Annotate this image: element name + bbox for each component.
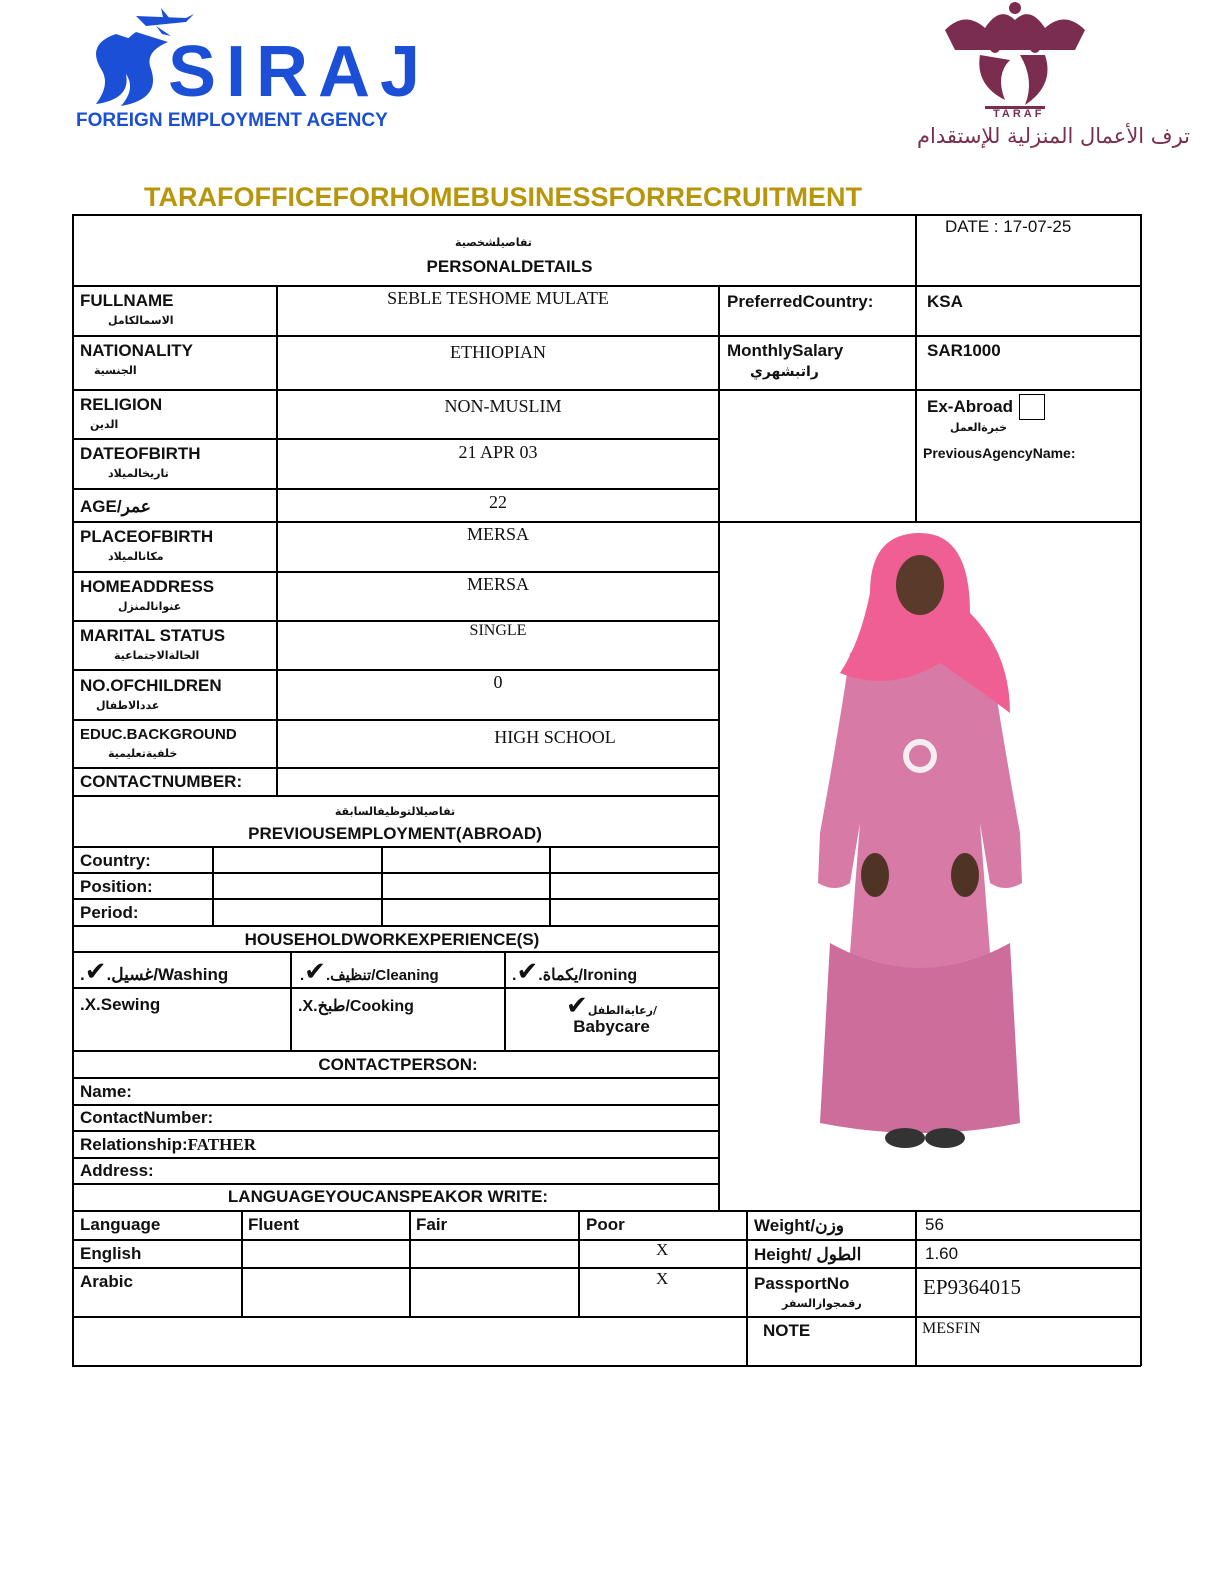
page-title: TARAFOFFICEFORHOMEBUSINESSFORRECRUITMENT xyxy=(144,182,862,212)
employment-period-label: Period: xyxy=(80,903,139,922)
ex-abroad-label: Ex-Abroad xyxy=(927,397,1013,416)
siraj-name: SIRAJ xyxy=(168,32,431,112)
ironing-cell: .✔.يكماة/Ironing xyxy=(512,956,638,986)
crown-icon xyxy=(925,0,1105,120)
cooking-cell: .X.طبخ/Cooking xyxy=(298,998,414,1015)
children-value: 0 xyxy=(493,672,503,692)
nationality-label: NATIONALITY xyxy=(80,341,194,360)
preferred-country-label: PreferredCountry: xyxy=(727,292,874,311)
relationship-row xyxy=(80,1135,256,1155)
babycare-cell: ✔رعايةالطفل/ Babycare xyxy=(505,990,718,1037)
nationality-arabic: الجنسية xyxy=(94,364,137,377)
note-label: NOTE xyxy=(763,1321,811,1340)
contact-address-label: Address: xyxy=(80,1161,154,1180)
preferred-country-value: KSA xyxy=(927,292,963,311)
arabic-poor-mark: X xyxy=(656,1269,669,1288)
relationship-label: Relationship: xyxy=(80,1135,188,1154)
poor-header: Poor xyxy=(586,1215,625,1234)
taraf-name: TARAF xyxy=(993,108,1045,120)
marital-label: MARITAL STATUS xyxy=(80,626,226,645)
weight-value: 56 xyxy=(925,1215,944,1234)
contact-number-label: CONTACTNUMBER: xyxy=(80,772,243,791)
height-value: 1.60 xyxy=(925,1244,959,1263)
passport-arabic: رقمجوازالسفر xyxy=(782,1297,862,1310)
fullname-value: SEBLE TESHOME MULATE xyxy=(387,288,609,308)
employment-country-label: Country: xyxy=(80,851,151,870)
pob-label: PLACEOFBIRTH xyxy=(80,527,214,546)
english-label: English xyxy=(80,1244,142,1263)
siraj-logo xyxy=(76,4,431,134)
check-icon: ✔ xyxy=(84,956,107,986)
age-value: 22 xyxy=(489,492,507,512)
check-icon: ✔ xyxy=(566,990,588,1020)
check-icon: ✔ xyxy=(304,956,326,986)
weight-label: Weight/وزن xyxy=(754,1216,844,1235)
english-poor-mark: X xyxy=(656,1240,669,1259)
height-label: Height/ الطول xyxy=(754,1245,862,1264)
employment-section-arabic: تفاصيلالتوظيفالسابقة xyxy=(334,805,456,818)
ex-abroad-arabic: خبرةالعمل xyxy=(950,421,1008,434)
religion-label: RELIGION xyxy=(80,395,163,414)
personal-section-title: PERSONALDETAILS xyxy=(426,257,593,276)
marital-arabic: الحالةالاجتماعية xyxy=(114,649,200,662)
household-section-title: HOUSEHOLDWORKEXPERIENCE(S) xyxy=(244,930,540,949)
employment-section-title: PREVIOUSEMPLOYMENT(ABROAD) xyxy=(248,824,542,843)
passport-value: EP9364015 xyxy=(923,1275,1022,1299)
contact-number-label-2: ContactNumber: xyxy=(80,1108,214,1127)
language-header: Language xyxy=(80,1215,161,1234)
educ-value: HIGH SCHOOL xyxy=(494,727,616,747)
candidate-figure-icon xyxy=(720,523,1140,1209)
cleaning-cell: .✔.تنظيف/Cleaning xyxy=(300,956,439,986)
sewing-cell: .X.Sewing xyxy=(80,995,161,1014)
employment-position-label: Position: xyxy=(80,877,153,896)
contact-person-title: CONTACTPERSON: xyxy=(318,1055,478,1074)
address-arabic: عنوانالمنزل xyxy=(118,600,182,613)
salary-label: MonthlySalary xyxy=(727,341,844,360)
religion-arabic: الدين xyxy=(90,418,119,431)
fair-header: Fair xyxy=(416,1215,448,1234)
educ-arabic: خلفيةتعليمية xyxy=(108,747,178,760)
babycare-label: Babycare xyxy=(573,1017,650,1036)
salary-arabic: راتبشهري xyxy=(750,364,819,380)
pob-value: MERSA xyxy=(466,524,529,544)
address-label: HOMEADDRESS xyxy=(80,577,215,596)
passport-label: PassportNo xyxy=(754,1274,850,1293)
educ-label: EDUC.BACKGROUND xyxy=(80,726,237,743)
check-icon: ✔ xyxy=(516,956,539,986)
religion-value: NON-MUSLIM xyxy=(444,396,562,416)
language-section-title: LANGUAGEYOUCANSPEAKOR WRITE: xyxy=(227,1187,549,1206)
fullname-arabic: الاسمالكامل xyxy=(108,314,174,327)
children-arabic: عددالاطفال xyxy=(96,699,160,712)
previous-agency-label: PreviousAgencyName: xyxy=(923,445,1076,461)
taraf-logo xyxy=(830,0,1200,150)
siraj-tagline: FOREIGN EMPLOYMENT AGENCY xyxy=(76,110,388,131)
dob-arabic: تاريخالميلاد xyxy=(108,467,169,480)
note-value: MESFIN xyxy=(922,1320,981,1337)
age-label: AGE/عمر xyxy=(80,497,151,516)
contact-name-label: Name: xyxy=(80,1082,132,1101)
date-label: DATE : 17-07-25 xyxy=(945,217,1072,236)
dob-label: DATEOFBIRTH xyxy=(80,444,201,463)
pob-arabic: مكانالميلاد xyxy=(108,550,164,563)
children-label: NO.OFCHILDREN xyxy=(80,676,222,695)
salary-value: SAR1000 xyxy=(927,341,1001,360)
address-value: MERSA xyxy=(466,574,529,594)
fullname-label: FULLNAME xyxy=(80,291,174,310)
washing-cell: .✔.غسيل/Washing xyxy=(80,956,229,986)
nationality-value: ETHIOPIAN xyxy=(450,342,546,362)
fluent-header: Fluent xyxy=(248,1215,299,1234)
arabic-label: Arabic xyxy=(80,1272,133,1291)
marital-value: SINGLE xyxy=(469,622,527,639)
ex-abroad-checkbox[interactable] xyxy=(1019,394,1045,420)
dob-value: 21 APR 03 xyxy=(458,442,538,462)
taraf-arabic: ترف الأعمال المنزلية للإستقدام xyxy=(917,124,1190,148)
relationship-value: FATHER xyxy=(187,1135,256,1154)
personal-section-arabic: تفاصيلشخصية xyxy=(455,236,532,249)
candidate-photo xyxy=(720,523,1140,1209)
